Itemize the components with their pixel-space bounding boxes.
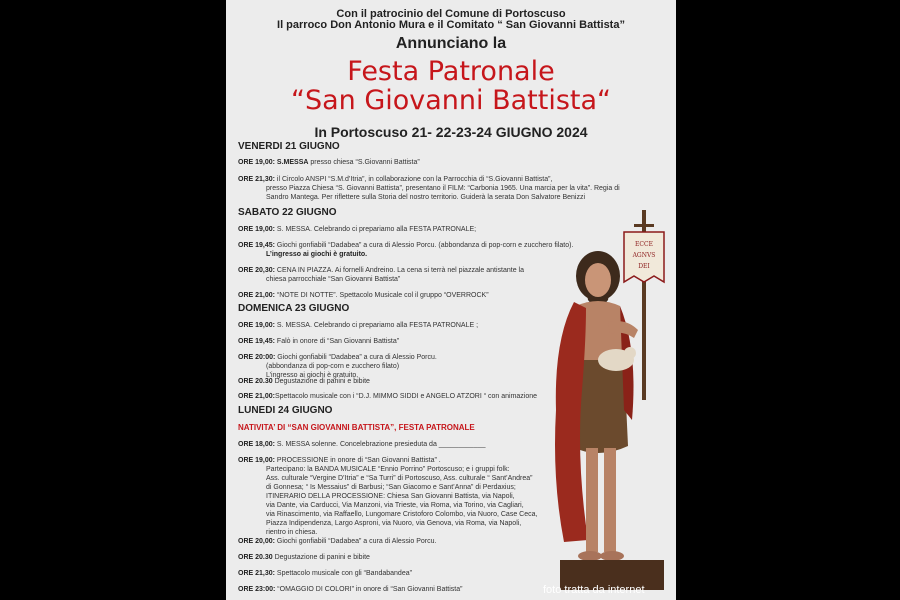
procession-detail: Partecipano: la BANDA MUSICALE “Ennio Porrino” Portoscuso; e i gruppi folk: — [266, 466, 510, 473]
schedule-item: ORE 18,00: S. MESSA solenne. Concelebrazione presieduta da ____________ — [238, 441, 486, 448]
poster-title: Festa Patronale — [347, 56, 555, 87]
poster-subtitle: “San Giovanni Battista“ — [290, 85, 612, 116]
schedule-item: ORE 20,30: CENA IN PIAZZA. Ai fornelli Andreino. La cena si terrà nel piazzale antistante la — [238, 267, 524, 274]
procession-detail: Ass. culturale “Vergine D’Itria” e “Sa Turri” di Portoscuso, Ass. culturale “ Sant’Andrea” — [266, 475, 533, 482]
cross-bar — [634, 224, 654, 227]
schedule-item: ORE 20:00: Giochi gonfiabili “Dadabea” a cura di Alessio Porcu. — [238, 354, 437, 361]
schedule-detail: presso Piazza Chiesa “S. Giovanni Battista”, presentano il FILM: “Carbonia 1965. Una marcia per la vita”. Regia di — [266, 185, 620, 192]
schedule-item: ORE 19,45: Falò in onore di “San Giovanni Battista” — [238, 338, 400, 345]
day-heading-sunday: DOMENICA 23 GIUGNO — [238, 303, 350, 314]
procession-detail: ITINERARIO DELLA PROCESSIONE: Chiesa San Giovanni Battista, via Napoli, — [266, 493, 515, 500]
schedule-item: ORE 19,00: S. MESSA. Celebrando ci prepariamo alla FESTA PATRONALE; — [238, 226, 477, 233]
day-heading-monday: LUNEDI 24 GIUGNO — [238, 405, 333, 416]
schedule-item: ORE 21,30: il Circolo ANSPI “S.M.d’Itria”, in collaborazione con la Parrocchia di “S.Giovanni Battista”, — [238, 176, 553, 183]
banner-text-line1: ECCE — [635, 241, 653, 248]
left-leg — [586, 448, 598, 552]
schedule-item: ORE 21,30: Spettacolo musicale con gli “Bandabandea” — [238, 570, 412, 577]
schedule-item: ORE 21,00:Spettacolo musicale con i “D.J. MIMMO SIDDI e ANGELO ATZORI “ con animazione — [238, 393, 538, 400]
schedule-item: ORE 23:00: “OMAGGIO DI COLORI” in onore di “San Giovanni Battista” — [238, 586, 463, 593]
banner-text-line3: DEI — [638, 263, 650, 270]
schedule-detail: L’ingresso ai giochi è gratuito. — [266, 251, 368, 258]
schedule-detail: L’ingresso ai giochi è gratuito. — [266, 372, 359, 379]
day-heading-friday: VENERDI 21 GIUGNO — [238, 141, 340, 152]
banner-text-line2: AGNVS — [632, 252, 656, 259]
announce-line: Annunciano la — [395, 35, 507, 52]
festival-dates: In Portoscuso 21- 22-23-24 GIUGNO 2024 — [314, 124, 588, 140]
schedule-detail: chiesa parrocchiale “San Giovanni Battista” — [266, 276, 401, 283]
left-foot — [578, 551, 602, 561]
schedule-detail: (abbondanza di pop-corn e zucchero filato) — [266, 363, 400, 370]
schedule-item: ORE 19,00: S. MESSA. Celebrando ci prepariamo alla FESTA PATRONALE ; — [238, 322, 479, 329]
schedule-item: ORE 19,00: PROCESSIONE in onore di “San Giovanni Battista” . — [238, 457, 441, 464]
right-foot — [600, 551, 624, 561]
right-leg — [604, 448, 616, 552]
procession-detail: via Dante, via Carducci, Via Manzoni, via Trieste, via Roma, via Torino, via Cagliari, — [266, 502, 524, 509]
saint-statue-illustration — [546, 210, 676, 590]
face — [585, 263, 611, 297]
procession-detail: di Gonnesa; “ Is Messaius” di Barbusi; “San Giacomo e Sant’Anna” di Perdaxius; — [266, 484, 516, 491]
schedule-item: ORE 21,00: “NOTE DI NOTTE”. Spettacolo Musicale col il gruppo “OVERROCK” — [238, 292, 489, 299]
procession-detail: rientro in chiesa. — [266, 529, 318, 536]
nativity-banner: NATIVITA’ DI “SAN GIOVANNI BATTISTA”, FESTA PATRONALE — [238, 423, 475, 432]
schedule-detail: Sandro Mantega. Per riflettere sulla Storia del nostro territorio. Guiderà la serata Don Salvatore Benizzi — [266, 194, 586, 201]
schedule-item: ORE 19,45: Giochi gonfiabili “Dadabea” a cura di Alessio Porcu. (abbondanza di pop-corn e zucchero filato). — [238, 242, 574, 249]
schedule-item: ORE 20.30 Degustazione di panini e bibite — [238, 554, 370, 561]
procession-detail: Piazza Indipendenza, Largo Asproni, via Nuoro, via Genova, via Roma, via Napoli, — [266, 520, 522, 527]
schedule-item: ORE 19,00: S.MESSA presso chiesa “S.Giovanni Battista” — [238, 159, 420, 166]
lamb-head — [624, 347, 636, 359]
schedule-item: ORE 20,00: Giochi gonfiabili “Dadabea” a cura di Alessio Porcu. — [238, 538, 437, 545]
procession-detail: via Rinascimento, via Raffaello, Lungomare Cristoforo Colombo, via Nuoro, Case Ceca, — [266, 511, 538, 518]
photo-credit: foto tratta da internet — [543, 584, 645, 596]
day-heading-saturday: SABATO 22 GIUGNO — [238, 207, 337, 218]
organizers-line: Il parroco Don Antonio Mura e il Comitato “ San Giovanni Battista” — [277, 19, 625, 31]
patronage-line: Con il patrocinio del Comune di Portoscuso — [336, 8, 566, 20]
schedule-item: ORE 20.30 Degustazione di panini e bibite — [238, 378, 370, 385]
